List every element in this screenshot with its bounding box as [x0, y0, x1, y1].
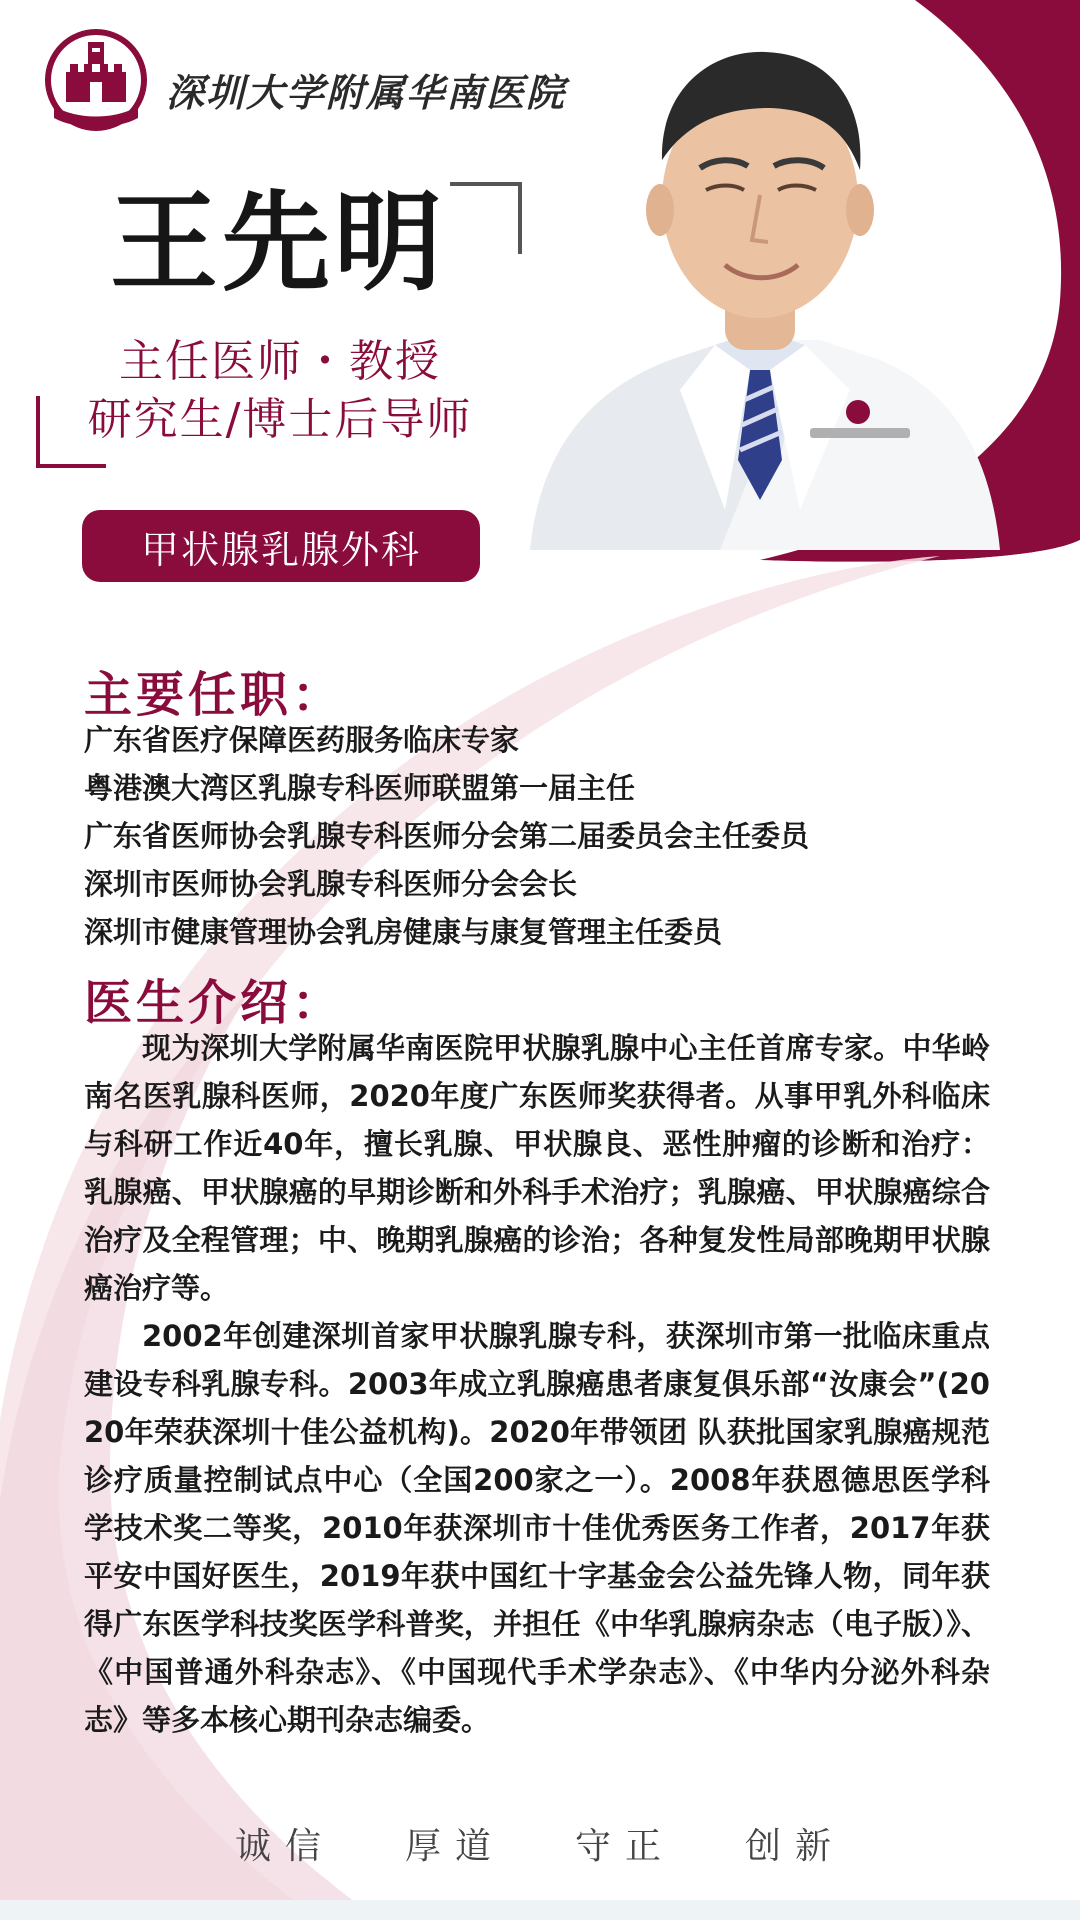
list-item: 粤港澳大湾区乳腺专科医师联盟第一届主任	[84, 771, 636, 805]
hospital-motto	[0, 1818, 1080, 1869]
doctor-title-secondary: 研究生/博士后导师	[87, 394, 473, 445]
motto-word: 守正	[575, 1826, 676, 1867]
motto-word: 诚信	[234, 1826, 335, 1867]
doctor-title-primary: 主任医师・教授	[119, 336, 441, 387]
bottom-band	[0, 1900, 1080, 1920]
positions-heading: 主要任职：	[84, 667, 345, 723]
department-badge: 甲状腺乳腺外科	[82, 510, 480, 582]
doctor-portrait	[520, 30, 1000, 550]
list-item: 深圳市医师协会乳腺专科医师分会会长	[84, 867, 578, 901]
hospital-logo	[36, 28, 156, 132]
motto-word: 创新	[745, 1826, 846, 1867]
list-item: 广东省医疗保障医药服务临床专家	[84, 723, 520, 757]
doctor-name: 王先明	[110, 181, 447, 306]
hospital-name: 深圳大学附属华南医院	[166, 70, 567, 115]
motto-word: 厚道	[404, 1826, 505, 1867]
intro-paragraph: 现为深圳大学附属华南医院甲状腺乳腺中心主任首席专家。中华岭南名医乳腺科医师，2020年度广东医师奖获得者。从事甲乳外科临床与科研工作近40年，擅长乳腺、甲状腺良、恶性肿瘤的诊断和治疗：乳腺癌、甲状腺癌的早期诊断和外科手术治疗；乳腺癌、甲状腺癌综合治疗及全程管理；中、晚期乳腺癌的诊治；各种复发性局部晚期甲状腺癌治疗等。	[84, 1031, 990, 1305]
list-item: 深圳市健康管理协会乳房健康与康复管理主任委员	[84, 915, 723, 949]
positions-list	[84, 716, 809, 956]
intro-paragraph: 2002年创建深圳首家甲状腺乳腺专科，获深圳市第一批临床重点建设专科乳腺专科。2003年成立乳腺癌患者康复俱乐部“汝康会”(2020年荣获深圳十佳公益机构)。2020年带领团 队获批国家乳腺癌规范诊疗质量控制试点中心（全国200家之一）。2008年获恩德思医学科学技术奖二等奖，2010年获深圳市十佳优秀医务工作者，2017年获平安中国好医生，2019年获中国红十字基金会公益先锋人物，同年获得广东医学科技奖医学科普奖，并担任《中华乳腺病杂志（电子版）》、《中国普通外科杂志》、《中国现代手术学杂志》、《中华内分泌外科杂志》等多本核心期刊杂志编委。	[84, 1319, 990, 1737]
list-item: 广东省医师协会乳腺专科医师分会第二届委员会主任委员	[84, 819, 810, 853]
intro-heading: 医生介绍：	[84, 975, 345, 1031]
corner-bracket-top-right	[450, 182, 522, 254]
